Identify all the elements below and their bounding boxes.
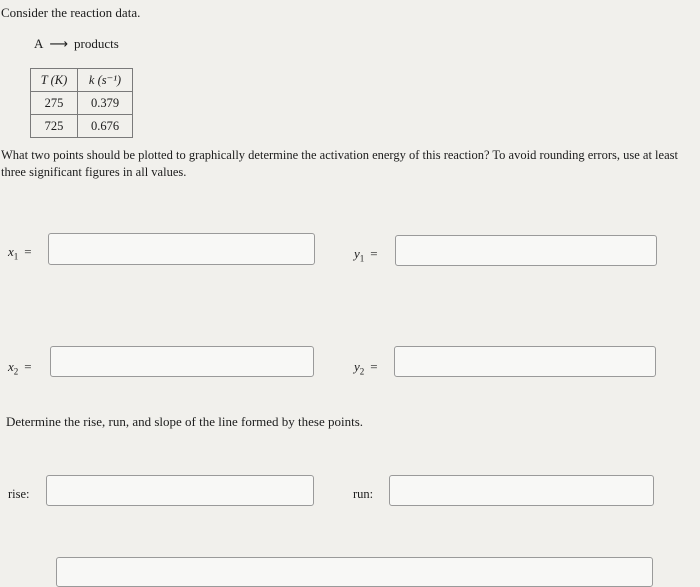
x2-label xyxy=(8,359,32,377)
y2-equals: = xyxy=(370,359,378,374)
y1-label xyxy=(354,246,378,264)
rise-label: rise: xyxy=(8,487,30,501)
product: products xyxy=(74,36,119,51)
y2-label xyxy=(354,359,378,377)
reaction-data-table xyxy=(30,68,133,138)
table-row xyxy=(31,92,133,115)
y2-input[interactable] xyxy=(394,346,656,377)
run-label: run: xyxy=(353,487,374,501)
table-row xyxy=(31,115,133,138)
x1-subscript: 1 xyxy=(13,251,19,262)
table-cell: 0.676 xyxy=(78,115,133,138)
y1-subscript: 1 xyxy=(359,253,365,264)
table-header-temperature: T (K) xyxy=(31,69,78,92)
x2-input[interactable] xyxy=(50,346,314,377)
x1-equals: = xyxy=(24,244,32,259)
x2-subscript: 2 xyxy=(13,366,19,377)
table-cell: 0.379 xyxy=(78,92,133,115)
table-header-rate-constant: k (s⁻¹) xyxy=(78,69,133,92)
rise-input[interactable] xyxy=(46,475,314,506)
y1-variable: y xyxy=(354,246,360,261)
slope-input[interactable] xyxy=(56,557,653,587)
x1-input[interactable] xyxy=(48,233,315,265)
x2-variable: x xyxy=(8,359,14,374)
y2-variable: y xyxy=(354,359,360,374)
x1-label xyxy=(8,244,32,262)
reaction-arrow-icon: ⟶ xyxy=(49,36,69,52)
reaction-equation xyxy=(34,36,119,52)
slope-prompt: Determine the rise, run, and slope of the line formed by these points. xyxy=(6,414,364,429)
x1-variable: x xyxy=(8,244,14,259)
y2-subscript: 2 xyxy=(359,366,365,377)
question-text: What two points should be plotted to graphically determine the activation energy of this reaction? To avoid rounding errors, use at least three significant figures in all values. xyxy=(1,148,678,179)
y1-input[interactable] xyxy=(395,235,657,266)
y1-equals: = xyxy=(370,246,378,261)
reactant: A xyxy=(34,36,44,51)
x2-equals: = xyxy=(24,359,32,374)
run-input[interactable] xyxy=(389,475,654,506)
intro-text: Consider the reaction data. xyxy=(1,5,141,20)
table-cell: 725 xyxy=(31,115,78,138)
table-cell: 275 xyxy=(31,92,78,115)
